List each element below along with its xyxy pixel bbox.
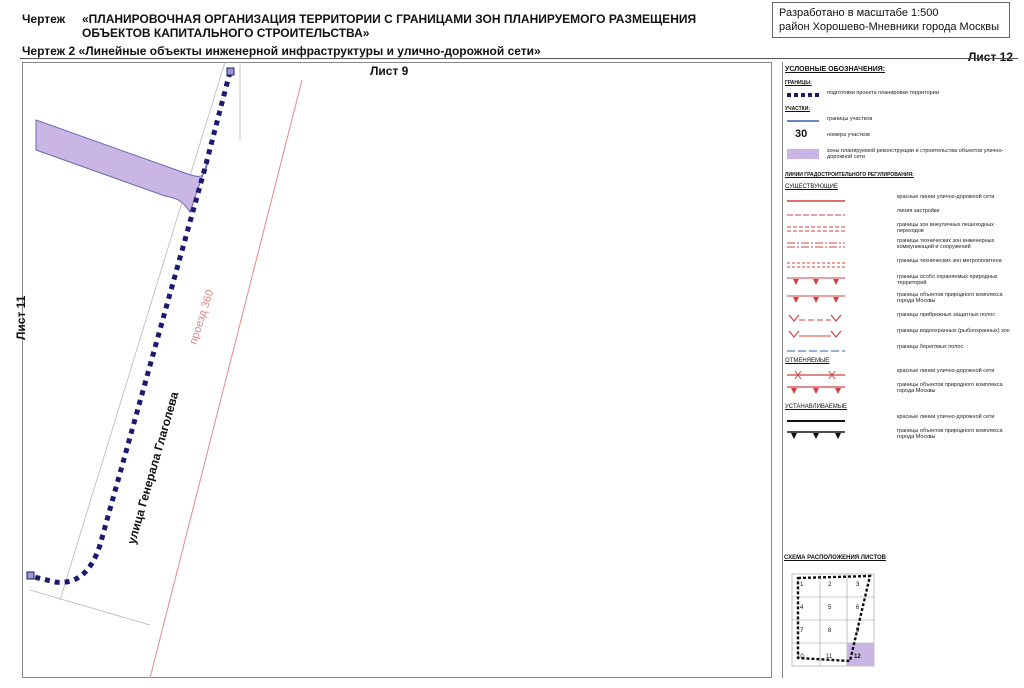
legend-text: границы участков — [827, 116, 873, 122]
sheet-number: Лист 12 — [968, 50, 1014, 64]
sheet-label-left: Лист 11 — [14, 295, 28, 340]
legend-text: границы технических зон метрополитена — [897, 258, 1002, 264]
established-red-line-symbol — [785, 414, 845, 428]
legend-boundaries-heading: ГРАНИЦЫ: — [785, 80, 812, 86]
build-line-symbol — [785, 208, 845, 222]
legend-row-zone — [783, 148, 1019, 162]
legend-text: красные линии улично-дорожной сети — [897, 414, 995, 420]
legend-text: границы зон внеуличных пешеходных переходов — [897, 222, 994, 234]
engineering-zone-symbol — [785, 238, 845, 252]
legend-row-cancelled — [783, 368, 1019, 382]
scheme-cell-label: 9 — [856, 628, 860, 634]
legend-row-existing — [783, 328, 1019, 342]
scheme-cell-label: 5 — [828, 605, 832, 611]
drawing-label: Чертеж — [22, 12, 66, 26]
legend-row-existing — [783, 194, 1019, 208]
drawing-subtitle: Чертеж 2 «Линейные объекты инженерной инфраструктуры и улично-дорожной сети» — [22, 44, 541, 58]
legend-cancelled-heading: ОТМЕНЯЕМЫЕ — [785, 358, 830, 364]
legend-row-cancelled — [783, 382, 1019, 396]
legend-text: подготовки проекта планировки территории — [827, 90, 939, 96]
established-nature-symbol — [785, 428, 845, 442]
legend-row-plot-border — [783, 116, 1019, 130]
legend-row-existing — [783, 344, 1019, 358]
legend-row-existing — [783, 238, 1019, 252]
pedestrian-zone-symbol — [785, 222, 845, 236]
legend-existing-heading: СУЩЕСТВУЮЩИЕ — [785, 184, 838, 190]
boundary-corner-marker — [27, 572, 34, 579]
district-line: район Хорошево-Мневники города Москвы — [779, 21, 1000, 33]
legend-row-existing — [783, 258, 1019, 272]
street-label: улица Генерала Глаголева — [124, 390, 182, 546]
nature-complex-symbol — [785, 292, 845, 306]
water-zone-symbol — [785, 328, 845, 342]
legend-plots-heading: УЧАСТКИ: — [785, 106, 810, 112]
sheet-scheme — [786, 566, 882, 670]
scheme-cell-label: 3 — [856, 582, 860, 588]
legend-text: границы объектов природного комплекса города Москвы — [897, 292, 1003, 304]
protected-area-symbol — [785, 274, 845, 288]
scheme-cell-label: 7 — [800, 628, 804, 634]
planned-zone-area — [36, 120, 208, 212]
legend-text: границы технических зон инженерных коммуникаций и сооружений — [897, 238, 995, 250]
legend-text: границы особо охраняемых природных территорий — [897, 274, 998, 286]
boundary-corner-marker — [227, 68, 234, 75]
metro-zone-symbol — [785, 258, 845, 272]
scheme-cell-label: 1 — [800, 582, 804, 588]
sheet-label-top: Лист 9 — [370, 64, 409, 78]
scheme-title: СХЕМА РАСПОЛОЖЕНИЯ ЛИСТОВ — [784, 555, 886, 561]
legend-row-boundary — [783, 90, 1019, 104]
cancelled-red-line-symbol — [785, 368, 845, 382]
passage-label: проезд 360 — [187, 288, 217, 346]
legend-text: зоны планируемой реконструкции и строительства объектов улично-дорожной сети — [827, 148, 1004, 160]
legend-row-existing — [783, 208, 1019, 222]
scheme-cell-label: 8 — [828, 628, 832, 634]
legend-text: границы прибрежных защитных полос — [897, 312, 996, 318]
legend-text: границы береговых полос — [897, 344, 964, 350]
legend-established-heading: УСТАНАВЛИВАЕМЫЕ — [785, 404, 848, 410]
shore-strip-symbol — [785, 344, 845, 358]
legend-row-existing — [783, 292, 1019, 306]
legend-text: красные линии улично-дорожной сети — [897, 194, 995, 200]
legend-text: границы объектов природного комплекса города Москвы — [897, 382, 1003, 394]
plot-number-sample: 30 — [795, 128, 808, 140]
drawing-title: «ПЛАНИРОВОЧНАЯ ОРГАНИЗАЦИЯ ТЕРРИТОРИИ С ГРАНИЦАМИ ЗОН ПЛАНИРУЕМОГО РАЗМЕЩЕНИЯ ОБЪЕКТОВ КАПИТАЛЬНОГО СТРОИТЕЛЬСТВА» — [82, 12, 697, 40]
scheme-cell-label: 11 — [826, 654, 833, 660]
legend-text: границы объектов природного комплекса города Москвы — [897, 428, 1003, 440]
scheme-cell-label: 12 — [854, 654, 861, 660]
scale-line: Разработано в масштабе 1:500 — [779, 7, 939, 19]
scheme-cell-label: 10 — [797, 654, 804, 660]
cancelled-nature-symbol — [785, 382, 845, 396]
legend-row-existing — [783, 274, 1019, 288]
legend-title: УСЛОВНЫЕ ОБОЗНАЧЕНИЯ: — [785, 66, 886, 73]
legend-row-existing — [783, 222, 1019, 236]
legend-row-plot-number — [783, 130, 1019, 144]
red-line-symbol — [785, 194, 845, 208]
legend-row-established — [783, 428, 1019, 442]
legend-text: номера участков — [827, 132, 870, 138]
legend-row-existing — [783, 312, 1019, 326]
legend-text: красные линии улично-дорожной сети — [897, 368, 995, 374]
scheme-cell-label: 2 — [828, 582, 832, 588]
lower-parcel-line — [30, 590, 150, 625]
scheme-cell-label: 6 — [856, 605, 860, 611]
legend-regulation-heading: ЛИНИИ ГРАДОСТРОИТЕЛЬНОГО РЕГУЛИРОВАНИЯ: — [785, 172, 914, 178]
legend-row-established — [783, 414, 1019, 428]
legend-text: границы водоохранных (рыбоохранных) зон — [897, 328, 1010, 334]
coastal-strip-symbol — [785, 312, 845, 326]
scheme-cell-label: 4 — [800, 605, 804, 611]
legend-text: линия застройки — [897, 208, 940, 214]
